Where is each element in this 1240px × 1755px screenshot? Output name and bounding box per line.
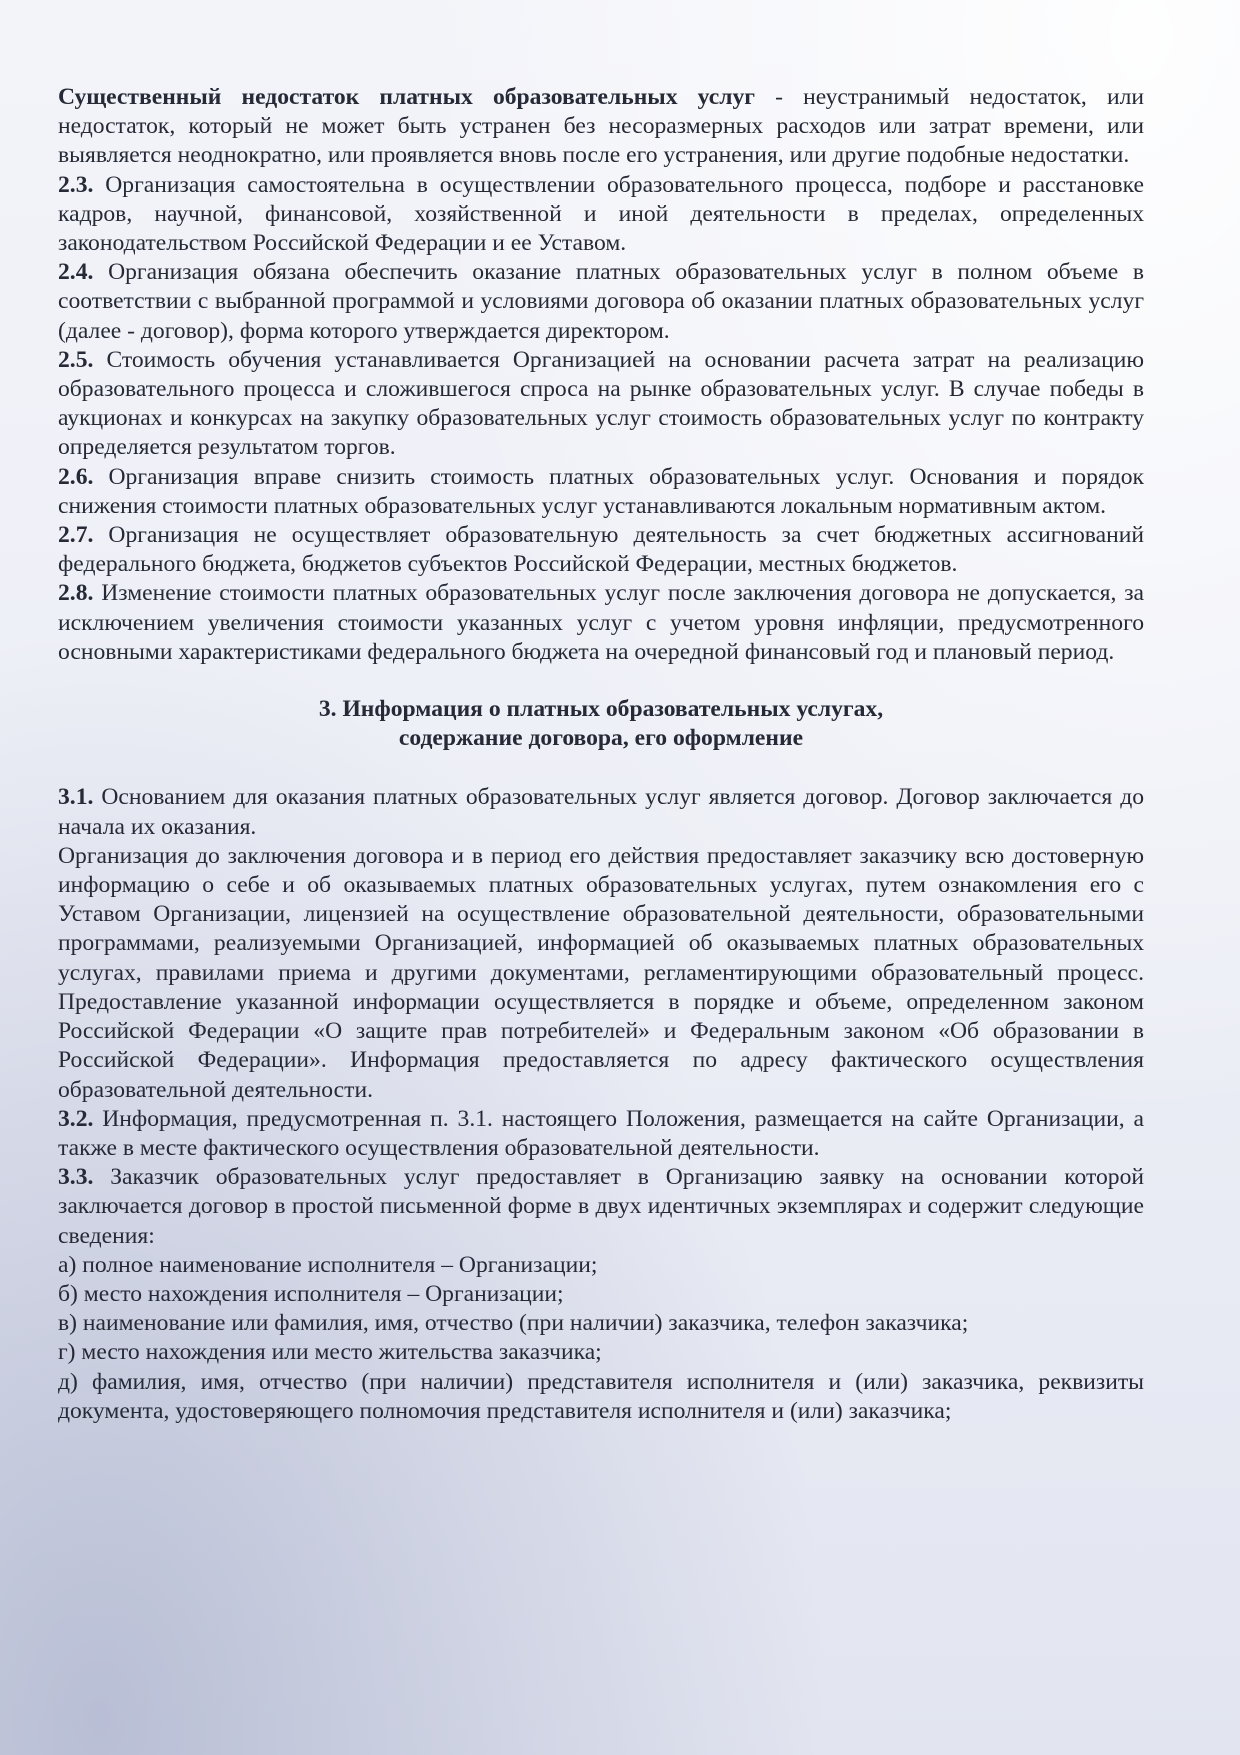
clause-3-1-continuation: Организация до заключения договора и в период его действия предоставляет заказчику всю достоверную информацию о себе и об оказываемых платных образовательных услугах, путем ознакомления его с Уставом Организации, лицензией на осуществление образовательной деятельности, образовательными программами, реализуемыми Организацией, информацией об оказываемых платных образовательных услугах, правилами приема и другими документами, регламентирующими образовательный процесс. Предоставление указанной информации осуществляется в порядке и объеме, определенном законом Российской Федерации «О защите прав потребителей» и Федеральным законом «Об образовании в Российской Федерации». Информация предоставляется по адресу фактического осуществления образовательной деятельности. [58, 842, 1144, 1103]
clause-number: 3.3. [58, 1164, 94, 1191]
list-item: а) полное наименование исполнителя – Организации; [58, 1251, 598, 1278]
clause-number: 2.4. [58, 259, 94, 286]
intro-paragraph [58, 83, 1144, 171]
list-item: в) наименование или фамилия, имя, отчество (при наличии) заказчика, телефон заказчика; [58, 1310, 969, 1337]
clause-2-6 [58, 463, 1144, 521]
clause-text: Основанием для оказания платных образовательных услуг является договор. Договор заключается до начала их оказания. [58, 784, 1144, 840]
list-item: г) место нахождения или место жительства заказчика; [58, 1339, 602, 1366]
clause-2-5 [58, 346, 1144, 463]
clause-number: 3.2. [58, 1105, 94, 1132]
intro-term: Существенный недостаток платных образовательных услуг [58, 84, 755, 110]
list-item: д) фамилия, имя, отчество (при наличии) представителя исполнителя и (или) заказчика, реквизиты документа, удостоверяющего полномочия представителя исполнителя и (или) заказчика; [58, 1368, 1144, 1424]
clause-2-7 [58, 521, 1144, 579]
list-item: б) место нахождения исполнителя – Организации; [58, 1280, 564, 1307]
clause-text: Организация обязана обеспечить оказание платных образовательных услуг в полном объеме в соответствии с выбранной программой и условиями договора об оказании платных образовательных услуг (далее - договор), форма которого утверждается директором. [58, 259, 1144, 344]
clause-text: Организация не осуществляет образовательную деятельность за счет бюджетных ассигнований федерального бюджета, бюджетов субъектов Российской Федерации, местных бюджетов. [58, 522, 1144, 578]
clause-text: Стоимость обучения устанавливается Организацией на основании расчета затрат на реализацию образовательного процесса и сложившегося спроса на рынке образовательных услуг. В случае победы в аукционах и конкурсах на закупку образовательных услуг стоимость образовательных услуг по контракту определяется результатом торгов. [58, 346, 1144, 461]
document-page [58, 83, 1144, 1426]
clause-text: Заказчик образовательных услуг предоставляет в Организацию заявку на основании которой заключается договор в простой письменной форме в двух идентичных экземплярах и содержит следующие сведения: [58, 1164, 1144, 1249]
clause-number: 3.1. [58, 784, 94, 811]
clause-number: 2.6. [58, 463, 94, 490]
clause-number: 2.8. [58, 580, 94, 607]
clause-2-8 [58, 579, 1144, 667]
clause-text: Организация самостоятельна в осуществлении образовательного процесса, подборе и расстановке кадров, научной, финансовой, хозяйственной и иной деятельности в пределах, определенных законодательством Российской Федерации и ее Уставом. [58, 171, 1144, 257]
section-3-title-line-2: содержание договора, его оформление [398, 725, 804, 752]
clause-number: 2.7. [58, 522, 94, 549]
clause-number: 2.3. [58, 171, 94, 198]
clause-2-3 [58, 171, 1144, 259]
clause-number: 2.5. [58, 346, 94, 373]
section-3-title-line-1: 3. Информация о платных образовательных услугах, [318, 696, 884, 723]
clause-3-1 [58, 783, 1144, 841]
clause-text: Информация, предусмотренная п. 3.1. настоящего Положения, размещается на сайте Организации, а также в месте фактического осуществления образовательной деятельности. [58, 1105, 1144, 1161]
clause-3-3 [58, 1163, 1144, 1251]
intro-text: - неустранимый недостаток, или недостаток, который не может быть устранен без несоразмерных расходов или затрат времени, или выявляется неоднократно, или проявляется вновь после его устранения, или другие подобные недостатки. [58, 84, 1144, 169]
clause-3-2 [58, 1105, 1144, 1163]
clause-text: Изменение стоимости платных образовательных услуг после заключения договора не допускается, за исключением увеличения стоимости указанных услуг с учетом уровня инфляции, предусмотренного основными характеристиками федерального бюджета на очередной финансовый год и плановый период. [58, 580, 1144, 665]
clause-2-4 [58, 258, 1144, 346]
clause-text: Организация вправе снизить стоимость платных образовательных услуг. Основания и порядок снижения стоимости платных образовательных услуг устанавливаются локальным нормативным актом. [58, 463, 1144, 519]
